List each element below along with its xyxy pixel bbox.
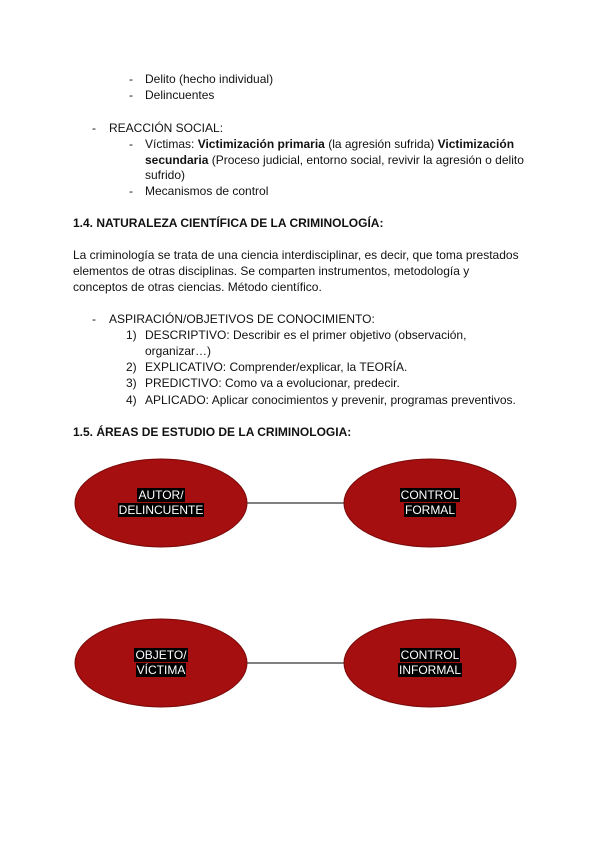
para-line-3: conceptos de otras ciencias. Método científico. [73, 280, 322, 294]
bullet-marker: - [129, 88, 133, 102]
victimas-line-3: sufrido) [145, 168, 186, 182]
victimizacion-word: Victimización [437, 137, 515, 151]
objetivo-number: 4) [126, 393, 137, 407]
objetivo-number: 1) [126, 328, 137, 342]
oval-label-control-informal: CONTROL INFORMAL [398, 648, 461, 677]
objetivo-descriptivo: DESCRIPTIVO: Describir es el primer objetivo (observación, [145, 328, 467, 342]
objetivo-aplicado: APLICADO: Aplicar conocimientos y prevenir, programas preventivos. [145, 393, 516, 407]
objetivo-descriptivo-cont: organizar…) [145, 344, 212, 358]
bullet-delincuentes: Delincuentes [145, 88, 215, 102]
section-1-4-title: 1.4. NATURALEZA CIENTÍFICA DE LA CRIMINOLOGÍA: [73, 216, 384, 230]
objetivo-predictivo: PREDICTIVO: Como va a evolucionar, predecir. [145, 376, 400, 390]
victimizacion-primaria: Victimización primaria [197, 137, 325, 151]
bullet-marker: - [92, 121, 96, 135]
secundaria-word: secundaria [145, 153, 209, 167]
victimas-rest-1: (Proceso judicial, entorno social, revivir la agresión o delito [208, 153, 524, 167]
objetivo-number: 2) [126, 360, 137, 374]
bullet-marker: - [129, 72, 133, 86]
para-line-2: elementos de otras disciplinas. Se comparten instrumentos, metodología y [73, 264, 470, 278]
objetivo-number: 3) [126, 376, 137, 390]
section-1-5-title: 1.5. ÁREAS DE ESTUDIO DE LA CRIMINOLOGIA: [73, 425, 352, 439]
objetivo-explicativo: EXPLICATIVO: Comprender/explicar, la TEORÍA. [145, 360, 408, 374]
mecanismos-de-control: Mecanismos de control [145, 184, 269, 198]
oval-label-objeto: OBJETO/ VÍCTIMA [135, 648, 187, 677]
reaccion-social-label: REACCIÓN SOCIAL: [109, 121, 224, 135]
bullet-marker: - [129, 184, 133, 198]
para-line-1: La criminología se trata de una ciencia interdisciplinar, es decir, que toma prestados [73, 248, 519, 262]
bullet-marker: - [129, 137, 133, 151]
oval-label-control-formal: CONTROL FORMAL [400, 488, 460, 517]
aspiracion-label: ASPIRACIÓN/OBJETIVOS DE CONOCIMIENTO: [109, 312, 375, 326]
bullet-marker: - [92, 312, 96, 326]
victimas-mid: (la agresión sufrida) [324, 137, 438, 151]
oval-label-autor: AUTOR/ DELINCUENTE [118, 488, 204, 517]
bullet-delito: Delito (hecho individual) [145, 72, 274, 86]
victimas-prefix: Víctimas: [145, 137, 198, 151]
